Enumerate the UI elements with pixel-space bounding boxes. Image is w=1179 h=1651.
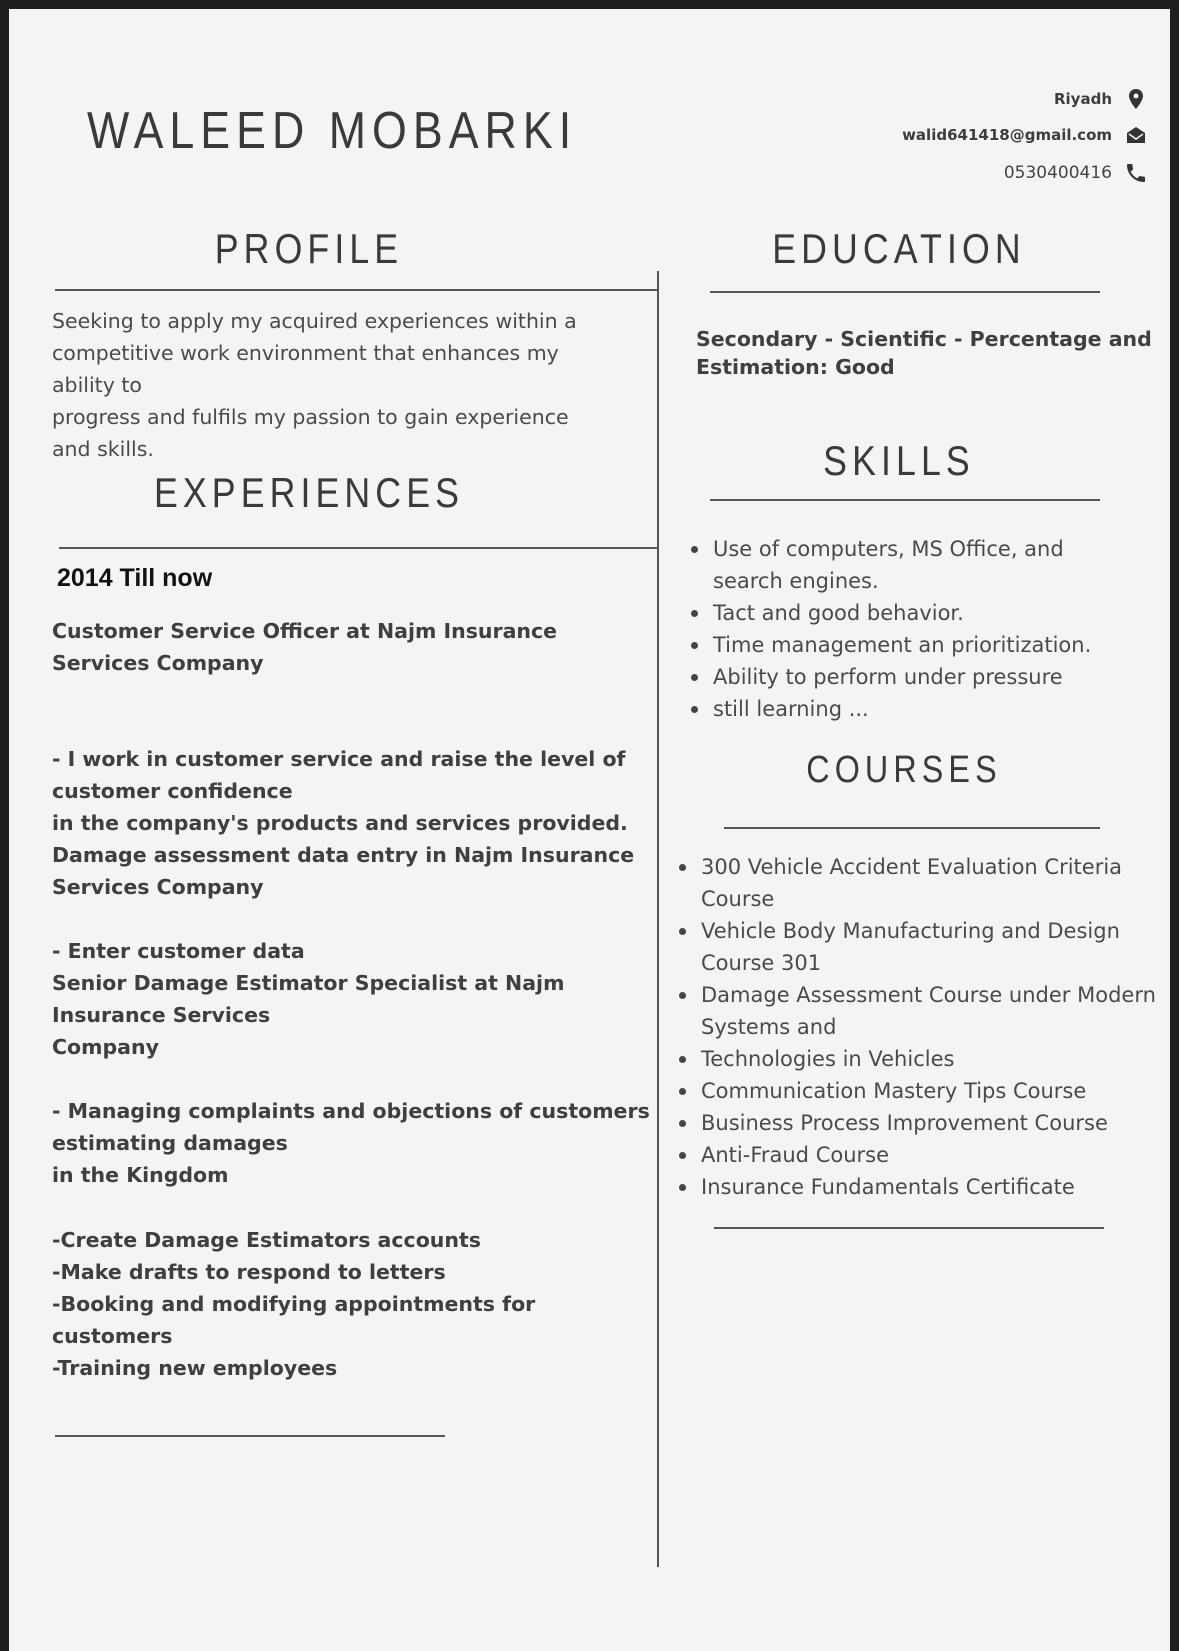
course-item: Technologies in Vehicles — [673, 1043, 1163, 1075]
course-item: Communication Mastery Tips Course — [673, 1075, 1163, 1107]
experience-title: Customer Service Officer at Najm Insurance Services Company — [52, 619, 558, 675]
experience-block: - I work in customer service and raise the level of customer confidence in the company's products and services provided. Damage assessment data entry in Najm Insurance Services Company — [52, 747, 635, 899]
resume-page — [9, 9, 1170, 1651]
course-item: Insurance Fundamentals Certificate — [673, 1171, 1163, 1203]
location-pin-icon — [1124, 87, 1148, 111]
course-item: Anti-Fraud Course — [673, 1139, 1163, 1171]
envelope-icon — [1124, 123, 1148, 147]
contact-location — [1054, 87, 1148, 111]
courses-rule — [724, 827, 1100, 829]
profile-rule — [55, 289, 659, 291]
skill-item: Tact and good behavior. — [685, 597, 1115, 629]
column-divider — [657, 271, 659, 1567]
skills-heading: SKILLS — [823, 437, 975, 484]
course-item: 300 Vehicle Accident Evaluation Criteria Course — [673, 851, 1163, 915]
education-heading: EDUCATION — [772, 225, 1026, 272]
experience-block: -Create Damage Estimators accounts -Make drafts to respond to letters -Booking and modifying appointments for customers -Training new employees — [52, 1228, 536, 1380]
skills-list — [685, 533, 1115, 725]
courses-list — [673, 851, 1163, 1203]
education-text: Secondary - Scientific - Percentage and Estimation: Good — [696, 327, 1152, 379]
experiences-rule — [59, 547, 659, 549]
contact-email — [902, 123, 1148, 147]
education-rule — [710, 291, 1100, 293]
profile-text: Seeking to apply my acquired experiences within a competitive work environment that enhances my ability to progress and fulfils my passion to gain experience and skills. — [52, 309, 577, 461]
skills-rule — [710, 499, 1100, 501]
experience-block: - Managing complaints and objections of customers estimating damages in the Kingdom — [52, 1099, 650, 1187]
course-item: Vehicle Body Manufacturing and Design Course 301 — [673, 915, 1163, 979]
course-item: Business Process Improvement Course — [673, 1107, 1163, 1139]
skill-item: Use of computers, MS Office, and search engines. — [685, 533, 1115, 597]
courses-heading: COURSES — [806, 749, 1002, 791]
email-text[interactable]: walid641418@gmail.com — [902, 126, 1112, 144]
candidate-name: WALEED MOBARKI — [87, 102, 578, 160]
experience-date: 2014 Till now — [57, 564, 213, 592]
contact-phone — [1004, 161, 1148, 185]
skill-item: still learning ... — [685, 693, 1115, 725]
phone-text[interactable]: 0530400416 — [1003, 163, 1112, 183]
courses-end-rule — [714, 1227, 1104, 1229]
location-text: Riyadh — [1053, 90, 1112, 108]
experience-block: - Enter customer data Senior Damage Estimator Specialist at Najm Insurance Services Company — [52, 939, 565, 1059]
experiences-end-rule — [55, 1435, 445, 1437]
course-item: Damage Assessment Course under Modern Systems and — [673, 979, 1163, 1043]
phone-icon — [1124, 161, 1148, 185]
profile-heading: PROFILE — [214, 225, 404, 272]
skill-item: Time management an prioritization. — [685, 629, 1115, 661]
experiences-heading: EXPERIENCES — [153, 469, 465, 516]
skill-item: Ability to perform under pressure — [685, 661, 1115, 693]
